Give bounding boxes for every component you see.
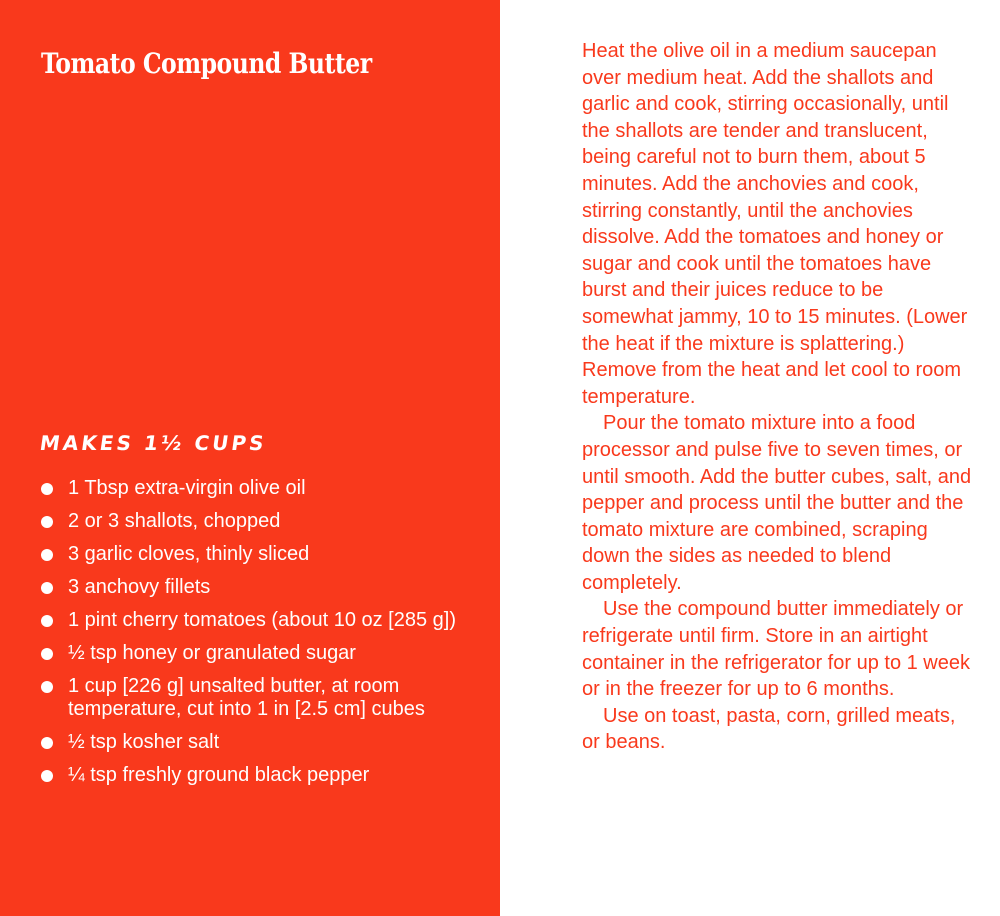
ingredient-text: ½ tsp kosher salt: [68, 731, 220, 753]
bullet-icon: [41, 770, 53, 782]
ingredient-item: [40, 642, 480, 665]
bullet-icon: [41, 483, 53, 495]
ingredient-item: [40, 477, 480, 500]
method-panel: [500, 0, 1000, 916]
ingredient-text: 3 garlic cloves, thinly sliced: [68, 543, 310, 565]
ingredient-text: 1 Tbsp extra-virgin olive oil: [68, 477, 306, 499]
bullet-icon: [41, 737, 53, 749]
recipe-yield: MAKES 1½ CUPS: [38, 431, 269, 455]
ingredient-text: ¼ tsp freshly ground black pepper: [68, 764, 370, 786]
ingredient-text: 1 cup [226 g] unsalted butter, at room temperature, cut into 1 in [2.5 cm] cubes: [68, 675, 425, 720]
ingredient-text: ½ tsp honey or granulated sugar: [68, 642, 356, 664]
recipe-title: Tomato Compound Butter: [41, 47, 372, 80]
bullet-icon: [41, 681, 53, 693]
bullet-icon: [41, 615, 53, 627]
ingredient-item: [40, 675, 480, 721]
method-paragraph: Pour the tomato mixture into a food processor and pulse five to seven times, or until smooth. Add the butter cubes, salt, and pepper and process until the butter and the tomato mixture are combined, scraping down the sides as needed to blend completely.: [582, 412, 972, 594]
method-paragraph: Heat the olive oil in a medium saucepan over medium heat. Add the shallots and garlic and cook, stirring occasionally, until the shallots are tender and translucent, being careful not to burn them, about 5 minutes. Add the anchovies and cook, stirring constantly, until the anchovies dissolve. Add the tomatoes and honey or sugar and cook until the tomatoes have burst and their juices reduce to be somewhat jammy, 10 to 15 minutes. (Lower the heat if the mixture is splattering.) Remove from the heat and let cool to room temperature.: [582, 40, 968, 408]
ingredient-text: 2 or 3 shallots, chopped: [68, 510, 281, 532]
bullet-icon: [41, 582, 53, 594]
method-paragraph: Use the compound butter immediately or refrigerate until firm. Store in an airtight container in the refrigerator for up to 1 week or in the freezer for up to 6 months.: [582, 598, 970, 701]
bullet-icon: [41, 648, 53, 660]
ingredient-list: [40, 477, 480, 797]
bullet-icon: [41, 516, 53, 528]
method-text: [582, 38, 972, 756]
method-paragraph: Use on toast, pasta, corn, grilled meats, or beans.: [582, 704, 956, 754]
ingredient-text: 3 anchovy fillets: [68, 576, 211, 598]
ingredient-item: [40, 510, 480, 533]
ingredient-item: [40, 609, 480, 632]
ingredient-item: [40, 576, 480, 599]
ingredient-text: 1 pint cherry tomatoes (about 10 oz [285 g]): [68, 609, 456, 631]
bullet-icon: [41, 549, 53, 561]
ingredient-item: [40, 764, 480, 787]
ingredient-item: [40, 731, 480, 754]
ingredient-item: [40, 543, 480, 566]
